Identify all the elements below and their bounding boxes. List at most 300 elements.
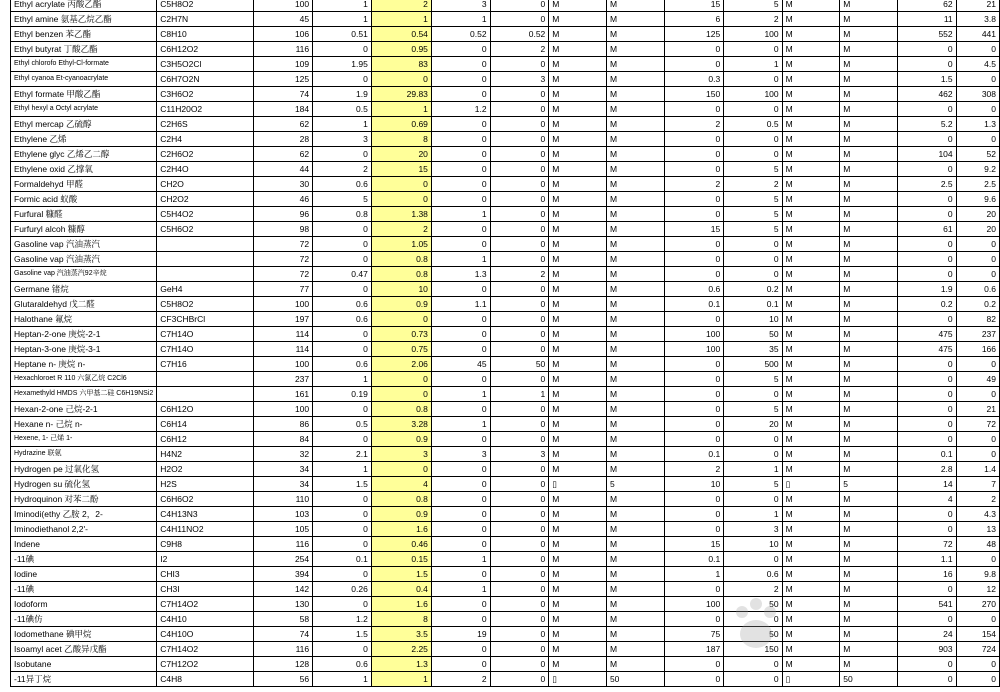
cell-col-1[interactable]: -11碘 xyxy=(11,552,157,567)
cell-col-11[interactable]: 0 xyxy=(724,132,782,147)
cell-col-11[interactable]: 0 xyxy=(724,612,782,627)
cell-col-12[interactable]: M xyxy=(782,162,840,177)
cell-col-7[interactable]: 0 xyxy=(490,567,549,582)
cell-col-7[interactable]: 0 xyxy=(490,462,549,477)
cell-col-9[interactable]: M xyxy=(606,357,664,372)
cell-col-9[interactable]: M xyxy=(606,237,664,252)
cell-col-5[interactable]: 0 xyxy=(371,177,431,192)
cell-col-15[interactable]: 7 xyxy=(956,477,999,492)
cell-col-6[interactable]: 1.2 xyxy=(431,102,490,117)
cell-col-3[interactable]: 197 xyxy=(253,312,312,327)
cell-col-6[interactable]: 3 xyxy=(431,0,490,12)
cell-col-13[interactable]: M xyxy=(840,492,898,507)
cell-col-6[interactable]: 0 xyxy=(431,642,490,657)
cell-col-7[interactable]: 0 xyxy=(490,342,549,357)
cell-col-8[interactable]: M xyxy=(549,312,607,327)
cell-col-1[interactable]: Hexene, 1- 己烯 1- xyxy=(11,432,157,447)
cell-col-3[interactable]: 105 xyxy=(253,522,312,537)
cell-col-14[interactable]: 0.1 xyxy=(898,447,956,462)
cell-col-7[interactable]: 0 xyxy=(490,672,549,687)
cell-col-1[interactable]: Formic acid 蚁酸 xyxy=(11,192,157,207)
cell-col-7[interactable]: 0 xyxy=(490,507,549,522)
cell-col-7[interactable]: 0 xyxy=(490,372,549,387)
cell-col-6[interactable]: 0 xyxy=(431,477,490,492)
cell-col-15[interactable]: 3.8 xyxy=(956,12,999,27)
cell-col-2[interactable]: C4H10O xyxy=(157,627,254,642)
cell-col-12[interactable]: M xyxy=(782,87,840,102)
cell-col-3[interactable]: 84 xyxy=(253,432,312,447)
cell-col-15[interactable]: 166 xyxy=(956,342,999,357)
cell-col-5[interactable]: 1.3 xyxy=(371,657,431,672)
cell-col-3[interactable]: 28 xyxy=(253,132,312,147)
cell-col-1[interactable]: Gasoline vap 汽油蒸汽92辛烷 xyxy=(11,267,157,282)
cell-col-13[interactable]: M xyxy=(840,282,898,297)
cell-col-10[interactable]: 0 xyxy=(664,417,723,432)
cell-col-3[interactable]: 100 xyxy=(253,402,312,417)
cell-col-10[interactable]: 125 xyxy=(664,27,723,42)
cell-col-9[interactable]: M xyxy=(606,42,664,57)
cell-col-4[interactable]: 0 xyxy=(313,342,372,357)
cell-col-10[interactable]: 15 xyxy=(664,0,723,12)
cell-col-8[interactable]: M xyxy=(549,432,607,447)
cell-col-5[interactable]: 0 xyxy=(371,387,431,402)
cell-col-6[interactable]: 0 xyxy=(431,72,490,87)
cell-col-13[interactable]: M xyxy=(840,27,898,42)
cell-col-9[interactable]: M xyxy=(606,162,664,177)
cell-col-11[interactable]: 5 xyxy=(724,192,782,207)
cell-col-7[interactable]: 3 xyxy=(490,447,549,462)
cell-col-11[interactable]: 3 xyxy=(724,522,782,537)
cell-col-11[interactable]: 2 xyxy=(724,12,782,27)
cell-col-11[interactable]: 1 xyxy=(724,57,782,72)
cell-col-5[interactable]: 0 xyxy=(371,192,431,207)
cell-col-1[interactable]: Ethylene glyc 乙烯乙二醇 xyxy=(11,147,157,162)
cell-col-8[interactable]: M xyxy=(549,222,607,237)
cell-col-10[interactable]: 0 xyxy=(664,162,723,177)
cell-col-8[interactable]: M xyxy=(549,177,607,192)
cell-col-8[interactable]: M xyxy=(549,642,607,657)
cell-col-12[interactable]: M xyxy=(782,582,840,597)
cell-col-1[interactable]: Ethyl amine 氨基乙烷乙酯 xyxy=(11,12,157,27)
cell-col-13[interactable]: M xyxy=(840,162,898,177)
cell-col-15[interactable]: 154 xyxy=(956,627,999,642)
cell-col-1[interactable]: Hexachloroet R 110 六氯乙烷 C2Cl6 xyxy=(11,372,157,387)
cell-col-1[interactable]: Hexan-2-one 己烷-2-1 xyxy=(11,402,157,417)
cell-col-10[interactable]: 0 xyxy=(664,267,723,282)
cell-col-5[interactable]: 1.5 xyxy=(371,567,431,582)
cell-col-7[interactable]: 1 xyxy=(490,387,549,402)
cell-col-1[interactable]: Iodomethane 碘甲烷 xyxy=(11,627,157,642)
cell-col-10[interactable]: 0 xyxy=(664,312,723,327)
cell-col-8[interactable]: M xyxy=(549,12,607,27)
cell-col-9[interactable]: M xyxy=(606,552,664,567)
cell-col-15[interactable]: 1.4 xyxy=(956,462,999,477)
cell-col-7[interactable]: 0 xyxy=(490,57,549,72)
cell-col-15[interactable]: 13 xyxy=(956,522,999,537)
cell-col-7[interactable]: 0 xyxy=(490,522,549,537)
cell-col-5[interactable]: 0.69 xyxy=(371,117,431,132)
cell-col-15[interactable]: 0 xyxy=(956,657,999,672)
cell-col-12[interactable]: M xyxy=(782,327,840,342)
cell-col-1[interactable]: Ethylene 乙烯 xyxy=(11,132,157,147)
cell-col-15[interactable]: 0 xyxy=(956,72,999,87)
cell-col-9[interactable]: M xyxy=(606,147,664,162)
cell-col-9[interactable]: M xyxy=(606,627,664,642)
cell-col-15[interactable]: 12 xyxy=(956,582,999,597)
cell-col-3[interactable]: 46 xyxy=(253,192,312,207)
cell-col-7[interactable]: 0 xyxy=(490,627,549,642)
cell-col-15[interactable]: 0 xyxy=(956,252,999,267)
cell-col-13[interactable]: M xyxy=(840,177,898,192)
cell-col-14[interactable]: 0 xyxy=(898,522,956,537)
cell-col-12[interactable]: M xyxy=(782,132,840,147)
cell-col-12[interactable]: M xyxy=(782,642,840,657)
cell-col-2[interactable]: C7H14O2 xyxy=(157,642,254,657)
cell-col-11[interactable]: 35 xyxy=(724,342,782,357)
cell-col-7[interactable]: 0 xyxy=(490,207,549,222)
cell-col-13[interactable]: M xyxy=(840,447,898,462)
cell-col-5[interactable]: 2 xyxy=(371,0,431,12)
cell-col-11[interactable]: 2 xyxy=(724,177,782,192)
cell-col-4[interactable]: 0.6 xyxy=(313,357,372,372)
cell-col-4[interactable]: 0 xyxy=(313,567,372,582)
cell-col-14[interactable]: 541 xyxy=(898,597,956,612)
cell-col-12[interactable]: M xyxy=(782,282,840,297)
cell-col-14[interactable]: 0 xyxy=(898,312,956,327)
cell-col-6[interactable]: 0 xyxy=(431,192,490,207)
cell-col-3[interactable]: 30 xyxy=(253,177,312,192)
cell-col-2[interactable]: C4H10 xyxy=(157,612,254,627)
cell-col-3[interactable]: 62 xyxy=(253,147,312,162)
cell-col-2[interactable]: H4N2 xyxy=(157,447,254,462)
cell-col-4[interactable]: 0 xyxy=(313,537,372,552)
cell-col-9[interactable]: M xyxy=(606,372,664,387)
cell-col-2[interactable]: C6H12O xyxy=(157,402,254,417)
cell-col-14[interactable]: 0 xyxy=(898,42,956,57)
cell-col-10[interactable]: 0 xyxy=(664,192,723,207)
cell-col-7[interactable]: 0 xyxy=(490,132,549,147)
cell-col-5[interactable]: 1.6 xyxy=(371,522,431,537)
cell-col-4[interactable]: 0 xyxy=(313,507,372,522)
cell-col-5[interactable]: 29.83 xyxy=(371,87,431,102)
cell-col-15[interactable]: 0 xyxy=(956,387,999,402)
cell-col-13[interactable]: M xyxy=(840,147,898,162)
cell-col-2[interactable]: C11H20O2 xyxy=(157,102,254,117)
cell-col-14[interactable]: 0 xyxy=(898,657,956,672)
cell-col-4[interactable]: 0 xyxy=(313,222,372,237)
cell-col-2[interactable]: C4H8 xyxy=(157,672,254,687)
cell-col-15[interactable]: 0 xyxy=(956,237,999,252)
cell-col-4[interactable]: 1 xyxy=(313,12,372,27)
cell-col-4[interactable]: 1 xyxy=(313,117,372,132)
cell-col-13[interactable]: M xyxy=(840,462,898,477)
cell-col-6[interactable]: 0 xyxy=(431,237,490,252)
cell-col-8[interactable]: M xyxy=(549,207,607,222)
cell-col-1[interactable]: -11异丁烷 xyxy=(11,672,157,687)
cell-col-1[interactable]: Ethyl chlorofo Ethyl-Cl-formate xyxy=(11,57,157,72)
cell-col-11[interactable]: 0.5 xyxy=(724,117,782,132)
cell-col-7[interactable]: 0 xyxy=(490,102,549,117)
cell-col-2[interactable]: GeH4 xyxy=(157,282,254,297)
cell-col-11[interactable]: 10 xyxy=(724,312,782,327)
cell-col-4[interactable]: 3 xyxy=(313,132,372,147)
cell-col-15[interactable]: 9.8 xyxy=(956,567,999,582)
cell-col-8[interactable]: M xyxy=(549,132,607,147)
cell-col-6[interactable]: 1 xyxy=(431,582,490,597)
cell-col-15[interactable]: 0 xyxy=(956,132,999,147)
cell-col-8[interactable]: M xyxy=(549,462,607,477)
cell-col-2[interactable] xyxy=(157,372,254,387)
cell-col-9[interactable]: M xyxy=(606,27,664,42)
cell-col-10[interactable]: 0 xyxy=(664,432,723,447)
cell-col-5[interactable]: 83 xyxy=(371,57,431,72)
cell-col-1[interactable]: Indene xyxy=(11,537,157,552)
cell-col-8[interactable]: M xyxy=(549,612,607,627)
cell-col-12[interactable]: M xyxy=(782,177,840,192)
cell-col-15[interactable]: 237 xyxy=(956,327,999,342)
cell-col-13[interactable]: M xyxy=(840,417,898,432)
cell-col-14[interactable]: 903 xyxy=(898,642,956,657)
cell-col-11[interactable]: 5 xyxy=(724,0,782,12)
cell-col-12[interactable]: M xyxy=(782,597,840,612)
cell-col-11[interactable]: 0 xyxy=(724,432,782,447)
cell-col-9[interactable]: M xyxy=(606,582,664,597)
cell-col-3[interactable]: 116 xyxy=(253,537,312,552)
cell-col-2[interactable]: C4H13N3 xyxy=(157,507,254,522)
cell-col-15[interactable]: 9.6 xyxy=(956,192,999,207)
cell-col-6[interactable]: 0 xyxy=(431,372,490,387)
cell-col-6[interactable]: 0 xyxy=(431,312,490,327)
cell-col-6[interactable]: 0 xyxy=(431,657,490,672)
cell-col-15[interactable]: 72 xyxy=(956,417,999,432)
cell-col-5[interactable]: 0.54 xyxy=(371,27,431,42)
cell-col-9[interactable]: 50 xyxy=(606,672,664,687)
cell-col-1[interactable]: Hydrogen pe 过氧化氢 xyxy=(11,462,157,477)
cell-col-2[interactable]: CF3CHBrCl xyxy=(157,312,254,327)
cell-col-4[interactable]: 0 xyxy=(313,252,372,267)
cell-col-4[interactable]: 0 xyxy=(313,642,372,657)
cell-col-10[interactable]: 0 xyxy=(664,492,723,507)
cell-col-6[interactable]: 1.3 xyxy=(431,267,490,282)
cell-col-9[interactable]: M xyxy=(606,432,664,447)
cell-col-12[interactable]: M xyxy=(782,57,840,72)
cell-col-4[interactable]: 1 xyxy=(313,372,372,387)
cell-col-3[interactable]: 98 xyxy=(253,222,312,237)
cell-col-11[interactable]: 50 xyxy=(724,327,782,342)
cell-col-11[interactable]: 0 xyxy=(724,147,782,162)
cell-col-4[interactable]: 1.95 xyxy=(313,57,372,72)
cell-col-8[interactable]: M xyxy=(549,147,607,162)
cell-col-3[interactable]: 77 xyxy=(253,282,312,297)
cell-col-1[interactable]: Furfural 糠醛 xyxy=(11,207,157,222)
cell-col-7[interactable]: 0 xyxy=(490,0,549,12)
cell-col-4[interactable]: 0.6 xyxy=(313,312,372,327)
cell-col-10[interactable]: 10 xyxy=(664,477,723,492)
cell-col-5[interactable]: 1 xyxy=(371,102,431,117)
cell-col-7[interactable]: 3 xyxy=(490,72,549,87)
cell-col-3[interactable]: 128 xyxy=(253,657,312,672)
cell-col-2[interactable]: CHI3 xyxy=(157,567,254,582)
cell-col-6[interactable]: 1 xyxy=(431,12,490,27)
cell-col-9[interactable]: M xyxy=(606,222,664,237)
cell-col-9[interactable]: M xyxy=(606,252,664,267)
cell-col-14[interactable]: 0 xyxy=(898,237,956,252)
cell-col-5[interactable]: 20 xyxy=(371,147,431,162)
cell-col-3[interactable]: 100 xyxy=(253,297,312,312)
cell-col-15[interactable]: 49 xyxy=(956,372,999,387)
cell-col-12[interactable]: M xyxy=(782,102,840,117)
cell-col-11[interactable]: 0 xyxy=(724,657,782,672)
cell-col-15[interactable]: 21 xyxy=(956,0,999,12)
cell-col-3[interactable]: 103 xyxy=(253,507,312,522)
cell-col-6[interactable]: 3 xyxy=(431,447,490,462)
cell-col-10[interactable]: 0.1 xyxy=(664,447,723,462)
cell-col-14[interactable]: 4 xyxy=(898,492,956,507)
cell-col-11[interactable]: 0 xyxy=(724,672,782,687)
cell-col-15[interactable]: 4.3 xyxy=(956,507,999,522)
cell-col-2[interactable]: H2O2 xyxy=(157,462,254,477)
cell-col-13[interactable]: M xyxy=(840,312,898,327)
cell-col-4[interactable]: 1 xyxy=(313,462,372,477)
cell-col-14[interactable]: 1.9 xyxy=(898,282,956,297)
cell-col-7[interactable]: 0 xyxy=(490,477,549,492)
cell-col-12[interactable]: M xyxy=(782,147,840,162)
cell-col-14[interactable]: 72 xyxy=(898,537,956,552)
cell-col-10[interactable]: 0 xyxy=(664,252,723,267)
cell-col-8[interactable]: M xyxy=(549,162,607,177)
cell-col-3[interactable]: 72 xyxy=(253,237,312,252)
cell-col-4[interactable]: 0.19 xyxy=(313,387,372,402)
cell-col-6[interactable]: 2 xyxy=(431,672,490,687)
cell-col-3[interactable]: 74 xyxy=(253,627,312,642)
cell-col-2[interactable]: I2 xyxy=(157,552,254,567)
cell-col-10[interactable]: 0 xyxy=(664,387,723,402)
cell-col-14[interactable]: 0 xyxy=(898,387,956,402)
cell-col-3[interactable]: 100 xyxy=(253,0,312,12)
cell-col-13[interactable]: M xyxy=(840,372,898,387)
cell-col-2[interactable]: C9H8 xyxy=(157,537,254,552)
cell-col-3[interactable]: 34 xyxy=(253,477,312,492)
cell-col-13[interactable]: M xyxy=(840,237,898,252)
cell-col-4[interactable]: 1.2 xyxy=(313,612,372,627)
cell-col-8[interactable]: M xyxy=(549,27,607,42)
cell-col-6[interactable]: 19 xyxy=(431,627,490,642)
cell-col-8[interactable]: ▯ xyxy=(549,477,607,492)
cell-col-13[interactable]: M xyxy=(840,612,898,627)
cell-col-12[interactable]: M xyxy=(782,117,840,132)
cell-col-10[interactable]: 100 xyxy=(664,327,723,342)
cell-col-13[interactable]: M xyxy=(840,42,898,57)
cell-col-1[interactable]: Hydroquinon 对苯二酚 xyxy=(11,492,157,507)
cell-col-13[interactable]: M xyxy=(840,657,898,672)
cell-col-15[interactable]: 0.6 xyxy=(956,282,999,297)
cell-col-5[interactable]: 0.8 xyxy=(371,252,431,267)
cell-col-10[interactable]: 0.1 xyxy=(664,297,723,312)
cell-col-14[interactable]: 14 xyxy=(898,477,956,492)
cell-col-7[interactable]: 0 xyxy=(490,297,549,312)
cell-col-11[interactable]: 0 xyxy=(724,102,782,117)
cell-col-6[interactable]: 0 xyxy=(431,147,490,162)
cell-col-5[interactable]: 4 xyxy=(371,477,431,492)
cell-col-3[interactable]: 394 xyxy=(253,567,312,582)
cell-col-9[interactable]: M xyxy=(606,87,664,102)
cell-col-6[interactable]: 0 xyxy=(431,462,490,477)
cell-col-6[interactable]: 0 xyxy=(431,432,490,447)
cell-col-8[interactable]: M xyxy=(549,447,607,462)
cell-col-3[interactable]: 237 xyxy=(253,372,312,387)
cell-col-15[interactable]: 2.5 xyxy=(956,177,999,192)
cell-col-5[interactable]: 15 xyxy=(371,162,431,177)
cell-col-5[interactable]: 3.5 xyxy=(371,627,431,642)
cell-col-1[interactable]: Gasoline vap 汽油蒸汽 xyxy=(11,252,157,267)
cell-col-13[interactable]: M xyxy=(840,132,898,147)
cell-col-10[interactable]: 6 xyxy=(664,12,723,27)
cell-col-8[interactable]: M xyxy=(549,282,607,297)
cell-col-3[interactable]: 161 xyxy=(253,387,312,402)
cell-col-14[interactable]: 5.2 xyxy=(898,117,956,132)
cell-col-8[interactable]: M xyxy=(549,117,607,132)
cell-col-10[interactable]: 0 xyxy=(664,612,723,627)
cell-col-11[interactable]: 0 xyxy=(724,252,782,267)
cell-col-13[interactable]: M xyxy=(840,432,898,447)
cell-col-10[interactable]: 0 xyxy=(664,207,723,222)
cell-col-10[interactable]: 0 xyxy=(664,132,723,147)
cell-col-3[interactable]: 62 xyxy=(253,117,312,132)
cell-col-12[interactable]: M xyxy=(782,657,840,672)
cell-col-6[interactable]: 0 xyxy=(431,42,490,57)
cell-col-8[interactable]: M xyxy=(549,267,607,282)
cell-col-14[interactable]: 0 xyxy=(898,162,956,177)
cell-col-12[interactable]: M xyxy=(782,312,840,327)
cell-col-1[interactable]: Hydrazine 联氨 xyxy=(11,447,157,462)
cell-col-7[interactable]: 0 xyxy=(490,402,549,417)
cell-col-10[interactable]: 15 xyxy=(664,222,723,237)
cell-col-15[interactable]: 0 xyxy=(956,42,999,57)
cell-col-11[interactable]: 5 xyxy=(724,402,782,417)
cell-col-1[interactable]: Germane 锗烷 xyxy=(11,282,157,297)
cell-col-15[interactable]: 0 xyxy=(956,612,999,627)
cell-col-11[interactable]: 5 xyxy=(724,222,782,237)
cell-col-9[interactable]: M xyxy=(606,612,664,627)
cell-col-3[interactable]: 45 xyxy=(253,12,312,27)
cell-col-12[interactable]: M xyxy=(782,27,840,42)
cell-col-6[interactable]: 0 xyxy=(431,117,490,132)
cell-col-3[interactable]: 96 xyxy=(253,207,312,222)
cell-col-11[interactable]: 100 xyxy=(724,27,782,42)
cell-col-5[interactable]: 8 xyxy=(371,612,431,627)
cell-col-1[interactable]: Heptane n- 庚烷 n- xyxy=(11,357,157,372)
cell-col-10[interactable]: 2 xyxy=(664,177,723,192)
cell-col-15[interactable]: 724 xyxy=(956,642,999,657)
cell-col-9[interactable]: M xyxy=(606,402,664,417)
cell-col-8[interactable]: M xyxy=(549,657,607,672)
cell-col-14[interactable]: 0 xyxy=(898,132,956,147)
cell-col-2[interactable] xyxy=(157,387,254,402)
cell-col-4[interactable]: 0 xyxy=(313,402,372,417)
cell-col-5[interactable]: 3.28 xyxy=(371,417,431,432)
cell-col-3[interactable]: 114 xyxy=(253,342,312,357)
cell-col-11[interactable]: 0.1 xyxy=(724,297,782,312)
cell-col-4[interactable]: 0.1 xyxy=(313,552,372,567)
cell-col-15[interactable]: 0 xyxy=(956,267,999,282)
cell-col-13[interactable]: M xyxy=(840,87,898,102)
cell-col-3[interactable]: 34 xyxy=(253,462,312,477)
cell-col-6[interactable]: 0 xyxy=(431,132,490,147)
cell-col-1[interactable]: Iodoform xyxy=(11,597,157,612)
cell-col-8[interactable]: M xyxy=(549,387,607,402)
cell-col-5[interactable]: 0 xyxy=(371,462,431,477)
cell-col-9[interactable]: M xyxy=(606,72,664,87)
